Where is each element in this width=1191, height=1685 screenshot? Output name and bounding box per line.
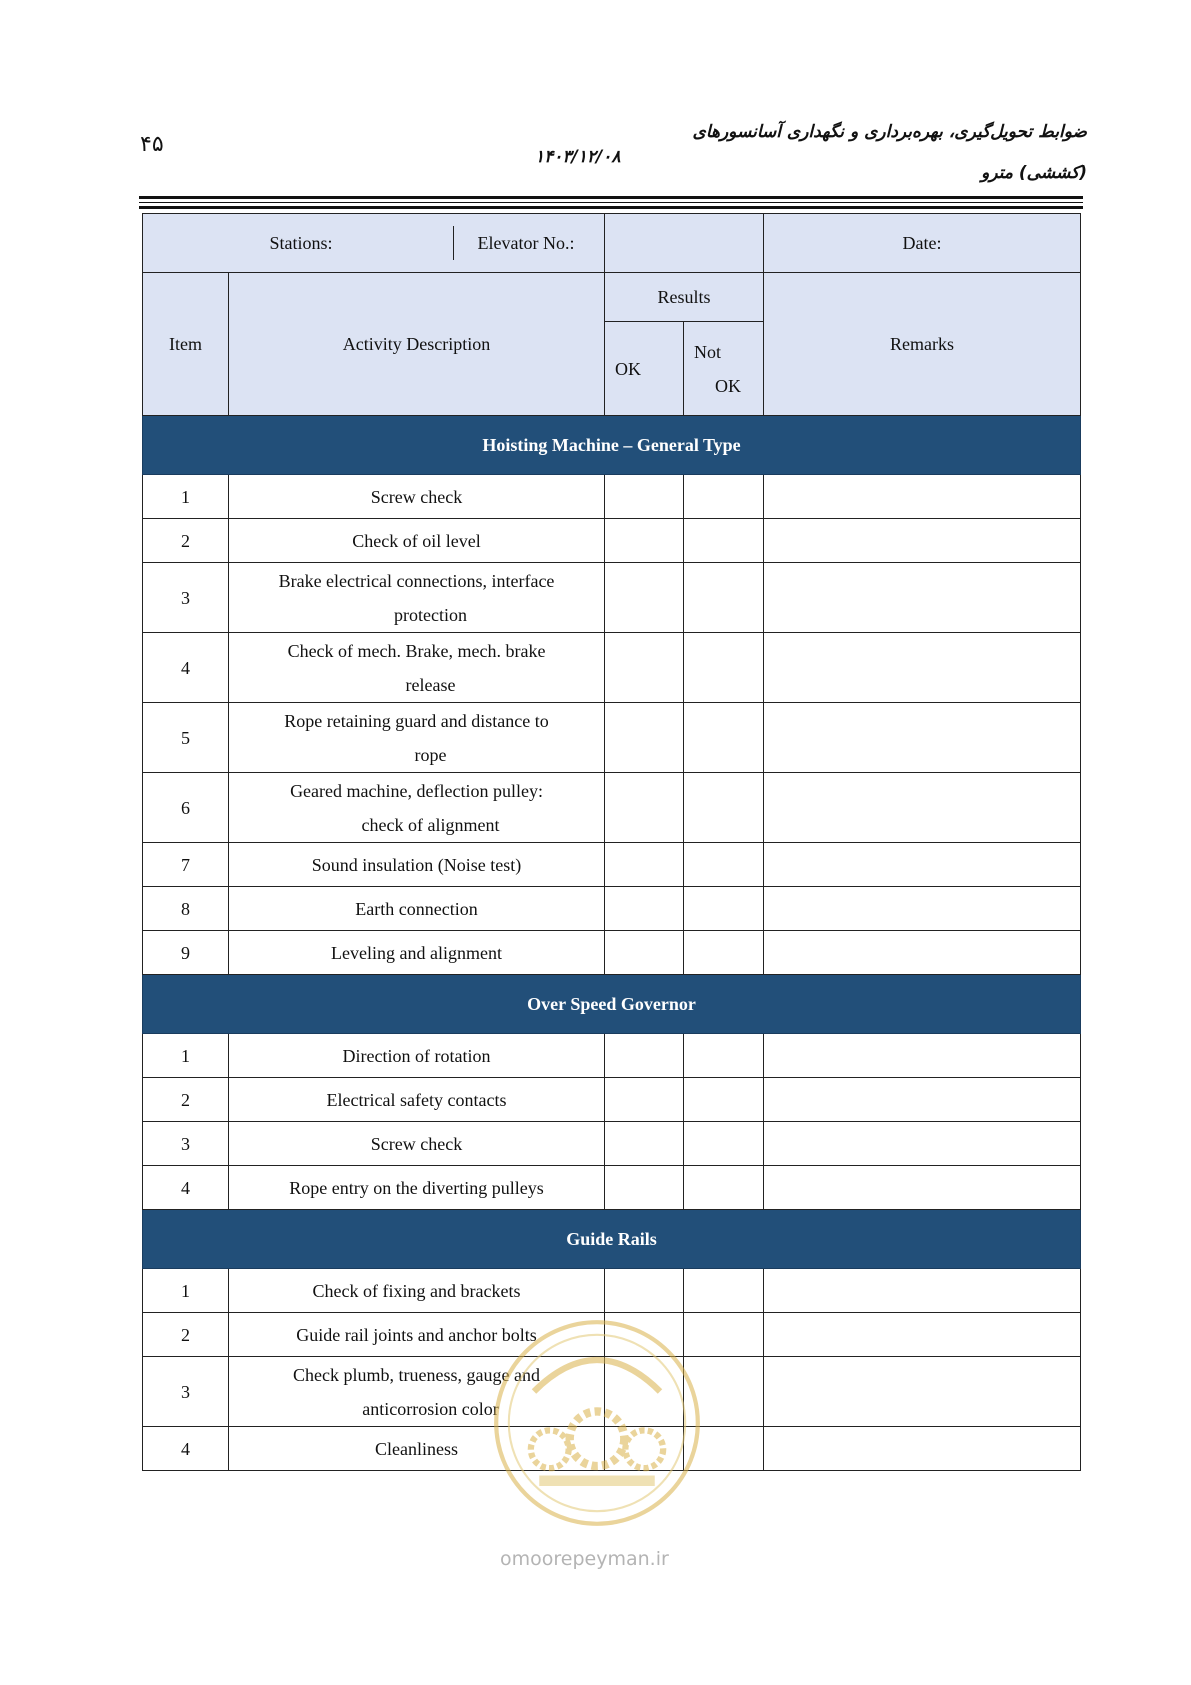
table-row (143, 703, 1081, 773)
not-ok-cell[interactable] (684, 931, 764, 975)
activity-line-1: Direction of rotation (342, 1045, 491, 1066)
remarks-cell[interactable] (764, 563, 1081, 633)
header-rule (139, 196, 1083, 199)
table-row (143, 1166, 1081, 1210)
date-label: Date: (902, 233, 942, 253)
column-header-results: Results (605, 273, 764, 322)
ok-cell[interactable] (605, 519, 684, 563)
document-title (587, 112, 1087, 194)
ok-cell[interactable] (605, 703, 684, 773)
remarks-cell[interactable] (764, 475, 1081, 519)
table-row (143, 563, 1081, 633)
document-title-line-1: ضوابط تحویل‌گیری، بهره‌برداری و نگهداری آسانسورهای (692, 122, 1087, 142)
remarks-cell[interactable] (764, 773, 1081, 843)
not-ok-cell[interactable] (684, 519, 764, 563)
item-number: 4 (143, 633, 229, 703)
document-title-line-2: (کششی) مترو (981, 163, 1087, 183)
column-header-remarks: Remarks (764, 273, 1081, 416)
activity-description (229, 703, 605, 773)
column-header-activity: Activity Description (229, 273, 605, 416)
activity-description (229, 563, 605, 633)
activity-description (229, 931, 605, 975)
form-info-row (143, 214, 1081, 273)
item-number: 1 (143, 475, 229, 519)
activity-line-2: check of alignment (361, 814, 500, 835)
remarks-cell[interactable] (764, 931, 1081, 975)
column-header-ok: OK (605, 322, 684, 416)
activity-description (229, 633, 605, 703)
page-number: ۴۵ (140, 132, 164, 157)
activity-line-2: protection (394, 604, 467, 625)
ok-cell[interactable] (605, 1034, 684, 1078)
not-ok-cell[interactable] (684, 633, 764, 703)
remarks-cell[interactable] (764, 887, 1081, 931)
item-number: 9 (143, 931, 229, 975)
table-row (143, 1122, 1081, 1166)
table-row (143, 1078, 1081, 1122)
not-ok-cell[interactable] (684, 843, 764, 887)
remarks-cell[interactable] (764, 519, 1081, 563)
remarks-cell[interactable] (764, 1357, 1081, 1427)
activity-line-1: Check of fixing and brackets (312, 1280, 521, 1301)
not-ok-cell[interactable] (684, 1122, 764, 1166)
not-ok-cell[interactable] (684, 475, 764, 519)
not-ok-cell[interactable] (684, 1078, 764, 1122)
item-number: 3 (143, 1357, 229, 1427)
not-ok-cell[interactable] (684, 563, 764, 633)
stations-label: Stations: (269, 233, 333, 253)
ok-cell[interactable] (605, 1269, 684, 1313)
activity-line-1: Rope retaining guard and distance to (284, 710, 549, 731)
header-rule (139, 202, 1083, 203)
activity-description (229, 1078, 605, 1122)
remarks-cell[interactable] (764, 1313, 1081, 1357)
table-row (143, 633, 1081, 703)
item-number: 6 (143, 773, 229, 843)
item-number: 2 (143, 1313, 229, 1357)
remarks-cell[interactable] (764, 1034, 1081, 1078)
activity-line-1: Screw check (370, 1133, 463, 1154)
table-row (143, 887, 1081, 931)
item-number: 8 (143, 887, 229, 931)
remarks-cell[interactable] (764, 1166, 1081, 1210)
ok-cell[interactable] (605, 843, 684, 887)
table-row (143, 1269, 1081, 1313)
watermark-site-text: omoorepeyman.ir (500, 1548, 669, 1570)
activity-line-1: Leveling and alignment (331, 942, 502, 963)
ok-cell[interactable] (605, 633, 684, 703)
checklist-body (143, 416, 1081, 1471)
table-row (143, 843, 1081, 887)
item-number: 2 (143, 519, 229, 563)
item-number: 5 (143, 703, 229, 773)
item-number: 3 (143, 1122, 229, 1166)
remarks-cell[interactable] (764, 1078, 1081, 1122)
ok-cell[interactable] (605, 1122, 684, 1166)
inspection-checklist-table (142, 213, 1081, 1471)
remarks-cell[interactable] (764, 1427, 1081, 1471)
item-number: 4 (143, 1166, 229, 1210)
item-number: 4 (143, 1427, 229, 1471)
section-title: Hoisting Machine – General Type (143, 416, 1081, 475)
activity-line-1: Earth connection (355, 898, 478, 919)
ok-cell[interactable] (605, 1078, 684, 1122)
remarks-cell[interactable] (764, 703, 1081, 773)
activity-line-1: Check of mech. Brake, mech. brake (287, 640, 546, 661)
document-date: ۱۴۰۳/۱۲/۰۸ (535, 147, 621, 167)
activity-line-1: Check of oil level (352, 530, 481, 551)
activity-line-1: Electrical safety contacts (326, 1089, 507, 1110)
column-header-not-ok (684, 322, 764, 416)
item-number: 1 (143, 1269, 229, 1313)
ok-cell[interactable] (605, 1166, 684, 1210)
ok-cell[interactable] (605, 773, 684, 843)
remarks-cell[interactable] (764, 1269, 1081, 1313)
not-ok-cell[interactable] (684, 1034, 764, 1078)
remarks-cell[interactable] (764, 1122, 1081, 1166)
not-ok-line-2: OK (715, 375, 742, 396)
activity-line-1: Brake electrical connections, interface (278, 570, 555, 591)
not-ok-cell[interactable] (684, 887, 764, 931)
section-title: Guide Rails (143, 1210, 1081, 1269)
activity-description (229, 475, 605, 519)
remarks-cell[interactable] (764, 843, 1081, 887)
table-row (143, 475, 1081, 519)
stations-field[interactable] (143, 214, 605, 273)
activity-description (229, 1166, 605, 1210)
ok-cell[interactable] (605, 931, 684, 975)
activity-line-1: Rope entry on the diverting pulleys (289, 1177, 544, 1198)
activity-line-1: Sound insulation (Noise test) (311, 854, 522, 875)
activity-description (229, 887, 605, 931)
remarks-cell[interactable] (764, 633, 1081, 703)
table-row (143, 773, 1081, 843)
ok-cell[interactable] (605, 563, 684, 633)
not-ok-cell[interactable] (684, 703, 764, 773)
section-header-row (143, 975, 1081, 1034)
not-ok-line-1: Not (694, 341, 722, 362)
table-row (143, 519, 1081, 563)
ok-cell[interactable] (605, 475, 684, 519)
table-row (143, 931, 1081, 975)
item-number: 2 (143, 1078, 229, 1122)
activity-description (229, 843, 605, 887)
not-ok-cell[interactable] (684, 773, 764, 843)
activity-description (229, 1122, 605, 1166)
item-number: 3 (143, 563, 229, 633)
elevator-no-field[interactable] (605, 214, 764, 273)
table-row (143, 1034, 1081, 1078)
ok-cell[interactable] (605, 887, 684, 931)
date-field[interactable] (764, 214, 1081, 273)
activity-line-2: rope (414, 744, 447, 765)
section-header-row (143, 1210, 1081, 1269)
column-header-row (143, 273, 1081, 322)
header-rule (139, 206, 1083, 209)
activity-description (229, 519, 605, 563)
activity-line-1: Check plumb, trueness, gauge and (293, 1364, 540, 1385)
activity-line-1: Guide rail joints and anchor bolts (296, 1324, 537, 1345)
item-number: 7 (143, 843, 229, 887)
activity-line-2: release (405, 674, 456, 695)
column-header-item: Item (143, 273, 229, 416)
section-header-row (143, 416, 1081, 475)
activity-line-1: Geared machine, deflection pulley: (290, 780, 543, 801)
activity-line-2: anticorrosion color (362, 1398, 499, 1419)
activity-description (229, 773, 605, 843)
section-title: Over Speed Governor (143, 975, 1081, 1034)
activity-line-1: Screw check (370, 486, 463, 507)
item-number: 1 (143, 1034, 229, 1078)
activity-description (229, 1034, 605, 1078)
activity-line-1: Cleanliness (375, 1438, 458, 1459)
omoorepeyman-logo-icon (490, 1318, 704, 1528)
elevator-no-label: Elevator No.: (453, 226, 598, 260)
not-ok-cell[interactable] (684, 1166, 764, 1210)
activity-description (229, 1269, 605, 1313)
not-ok-cell[interactable] (684, 1269, 764, 1313)
